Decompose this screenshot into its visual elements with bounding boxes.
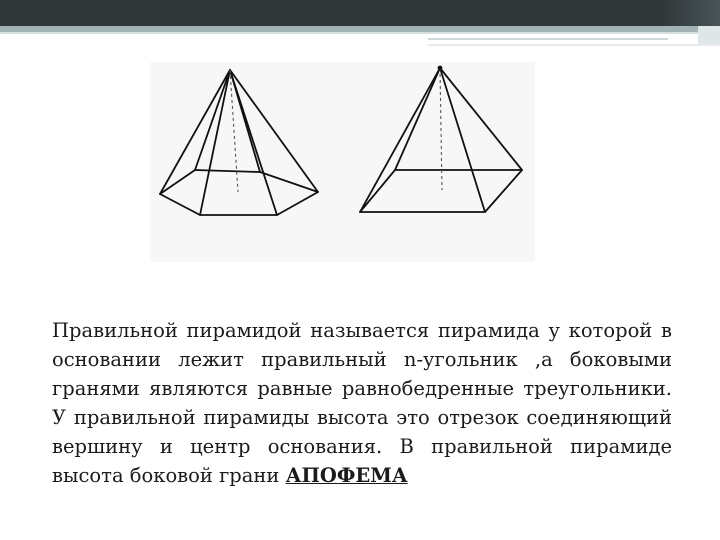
- pyramids-drawing: [150, 62, 535, 262]
- lateral-edge: [395, 68, 440, 170]
- hexagon-base-front: [160, 170, 318, 215]
- lateral-edge: [440, 68, 522, 170]
- lateral-edge: [230, 70, 318, 192]
- corner-tab: [698, 26, 720, 44]
- decorative-line: [428, 44, 720, 46]
- header-accent-light-stripe: [0, 32, 720, 34]
- definition-text: Правильной пирамидой называется пирамида у которой в основании лежит правильный n-угольник ,а боковыми гранями являются равные равнобедренные треугольники. У правильной пирамиды высота это отрезок соединяющий вершину и центр основания. В правильной пирамиде высота боковой грани: [52, 319, 672, 487]
- pyramid-definition: [52, 316, 672, 490]
- hexagonal-pyramid: [160, 70, 318, 215]
- lateral-edge: [440, 68, 485, 212]
- height-line: [440, 68, 442, 190]
- square-base-front: [360, 170, 522, 212]
- apothem-term: АПОФЕМА: [285, 464, 408, 487]
- lateral-edge: [360, 68, 440, 212]
- apex-point: [438, 66, 443, 71]
- header-bar: [0, 0, 720, 26]
- lateral-edge: [160, 70, 230, 194]
- pyramids-figure: [150, 62, 535, 262]
- lateral-edge: [230, 70, 260, 172]
- decorative-line: [428, 38, 668, 40]
